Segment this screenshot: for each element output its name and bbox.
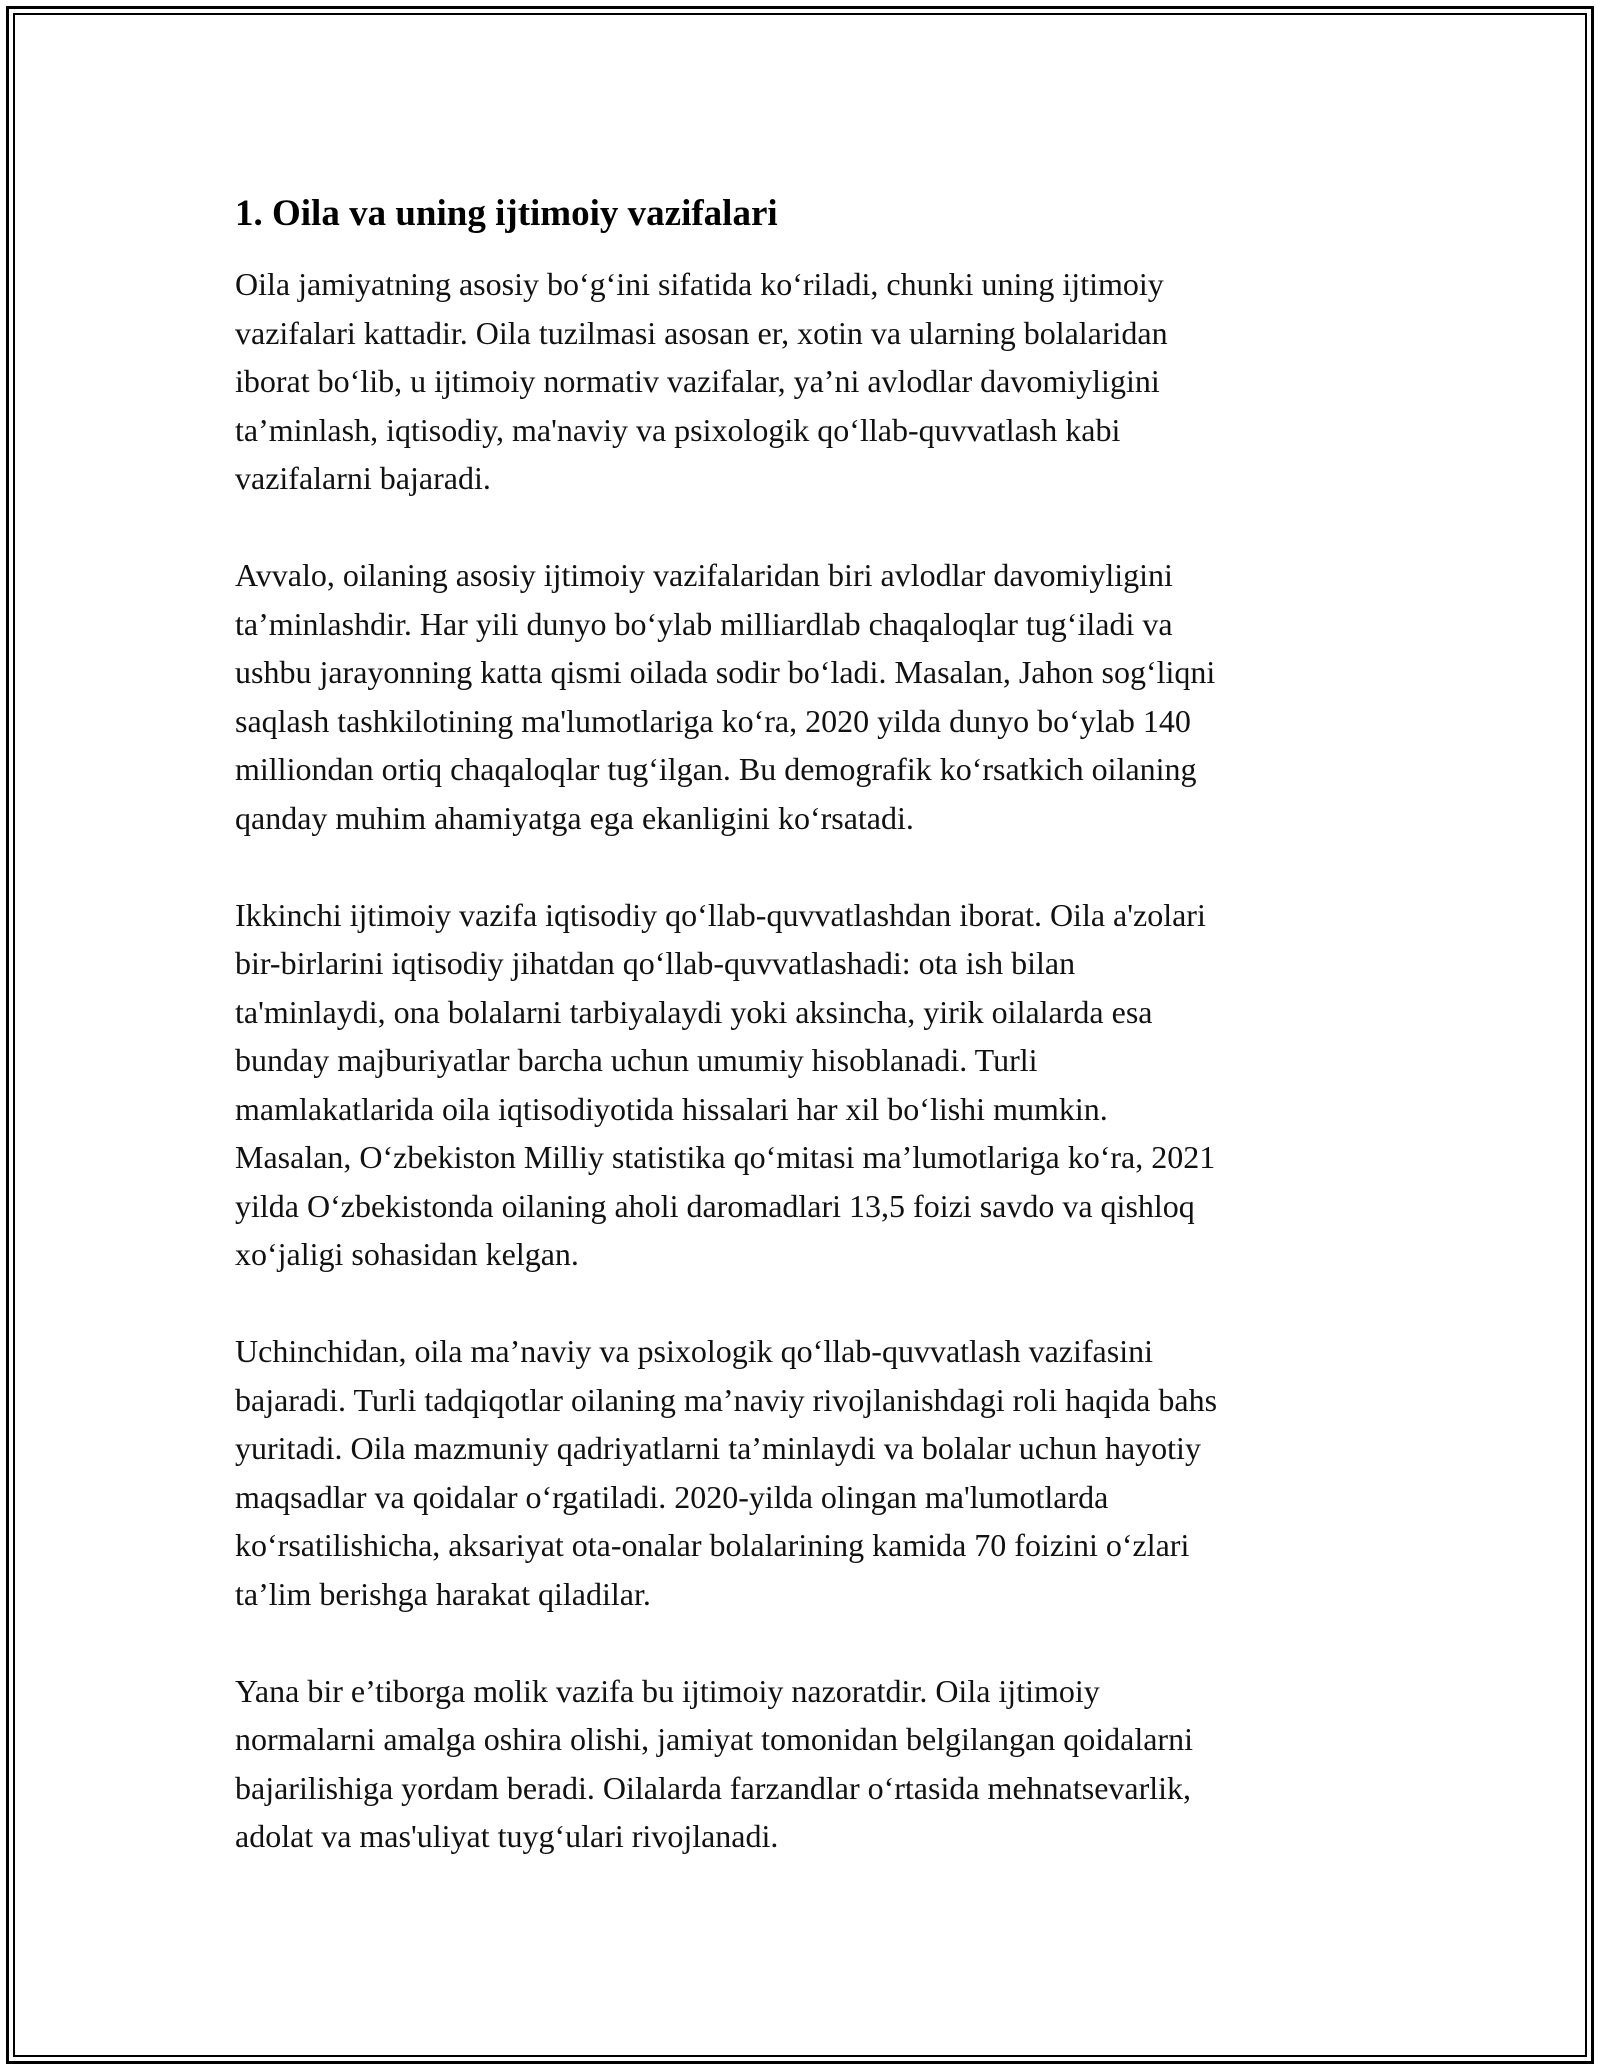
paragraph-line: adolat va mas'uliyat tuyg‘ulari rivojlanadi. xyxy=(235,1818,779,1854)
paragraph-line: saqlash tashkilotining ma'lumotlariga ko‘ra, 2020 yilda dunyo bo‘ylab 140 xyxy=(235,702,1191,739)
paragraph-1 xyxy=(235,260,1375,503)
paragraph-line: ta’minlash, iqtisodiy, ma'naviy va psixologik qo‘llab-quvvatlash kabi xyxy=(235,411,1121,448)
paragraph-line: milliondan ortiq chaqaloqlar tug‘ilgan. Bu demografik ko‘rsatkich oilaning xyxy=(235,751,1197,787)
paragraph-line: ta'minlaydi, ona bolalarni tarbiyalaydi yoki aksincha, yirik oilalarda esa xyxy=(235,993,1153,1030)
paragraph-4 xyxy=(235,1327,1375,1618)
paragraph-line: vazifalarni bajaradi. xyxy=(235,460,491,496)
paragraph-line: vazifalari kattadir. Oila tuzilmasi asosan er, xotin va ularning bolalaridan xyxy=(235,314,1168,351)
paragraph-5 xyxy=(235,1667,1375,1861)
section-heading: 1. Oila va uning ijtimoiy vazifalari xyxy=(235,193,778,234)
paragraph-line: mamlakatlarida oila iqtisodiyotida hissalari har xil bo‘lishi mumkin. xyxy=(235,1090,1108,1127)
paragraph-line: bajaradi. Turli tadqiqotlar oilaning ma’naviy rivojlanishdagi roli haqida bahs xyxy=(235,1381,1218,1418)
document-page xyxy=(235,190,1375,1909)
paragraph-line: Uchinchidan, oila ma’naviy va psixologik qo‘llab-quvvatlash vazifasini xyxy=(235,1333,1153,1369)
paragraph-line: Avvalo, oilaning asosiy ijtimoiy vazifalaridan biri avlodlar davomiyligini xyxy=(235,557,1173,593)
paragraph-line: bir-birlarini iqtisodiy jihatdan qo‘llab-quvvatlashadi: ota ish bilan xyxy=(235,945,1076,981)
paragraph-2 xyxy=(235,551,1375,842)
paragraph-line: ko‘rsatilishicha, aksariyat ota-onalar bolalarining kamida 70 foizini o‘zlari xyxy=(235,1527,1190,1563)
paragraph-3 xyxy=(235,891,1375,1279)
paragraph-line: iborat bo‘lib, u ijtimoiy normativ vazifalar, ya’ni avlodlar davomiyligini xyxy=(235,363,1160,399)
paragraph-line: bajarilishiga yordam beradi. Oilalarda farzandlar o‘rtasida mehnatsevarlik, xyxy=(235,1769,1192,1806)
paragraph-line: maqsadlar va qoidalar o‘rgatiladi. 2020-yilda olingan ma'lumotlarda xyxy=(235,1478,1109,1515)
paragraph-line: ta’lim berishga harakat qiladilar. xyxy=(235,1575,651,1612)
paragraph-line: yuritadi. Oila mazmuniy qadriyatlarni ta’minlaydi va bolalar uchun hayotiy xyxy=(235,1430,1201,1466)
paragraph-line: normalarni amalga oshira olishi, jamiyat tomonidan belgilangan qoidalarni xyxy=(235,1721,1193,1757)
paragraph-line: yilda O‘zbekistonda oilaning aholi daromadlari 13,5 foizi savdo va qishloq xyxy=(235,1187,1195,1224)
paragraph-line: bunday majburiyatlar barcha uchun umumiy hisoblanadi. Turli xyxy=(235,1042,1038,1078)
paragraph-line: ta’minlashdir. Har yili dunyo bo‘ylab milliardlab chaqaloqlar tug‘iladi va xyxy=(235,605,1173,642)
paragraph-line: Yana bir e’tiborga molik vazifa bu ijtimoiy nazoratdir. Oila ijtimoiy xyxy=(235,1672,1100,1709)
paragraph-line: qanday muhim ahamiyatga ega ekanligini ko‘rsatadi. xyxy=(235,799,914,836)
paragraph-line: ushbu jarayonning katta qismi oilada sodir bo‘ladi. Masalan, Jahon sog‘liqni xyxy=(235,654,1216,690)
paragraph-line: Oila jamiyatning asosiy bo‘g‘ini sifatida ko‘riladi, chunki uning ijtimoiy xyxy=(235,266,1164,302)
paragraph-line: xo‘jaligi sohasidan kelgan. xyxy=(235,1236,579,1272)
paragraph-line: Masalan, O‘zbekiston Milliy statistika qo‘mitasi ma’lumotlariga ko‘ra, 2021 xyxy=(235,1139,1216,1175)
paragraph-line: Ikkinchi ijtimoiy vazifa iqtisodiy qo‘llab-quvvatlashdan iborat. Oila a'zolari xyxy=(235,896,1206,933)
